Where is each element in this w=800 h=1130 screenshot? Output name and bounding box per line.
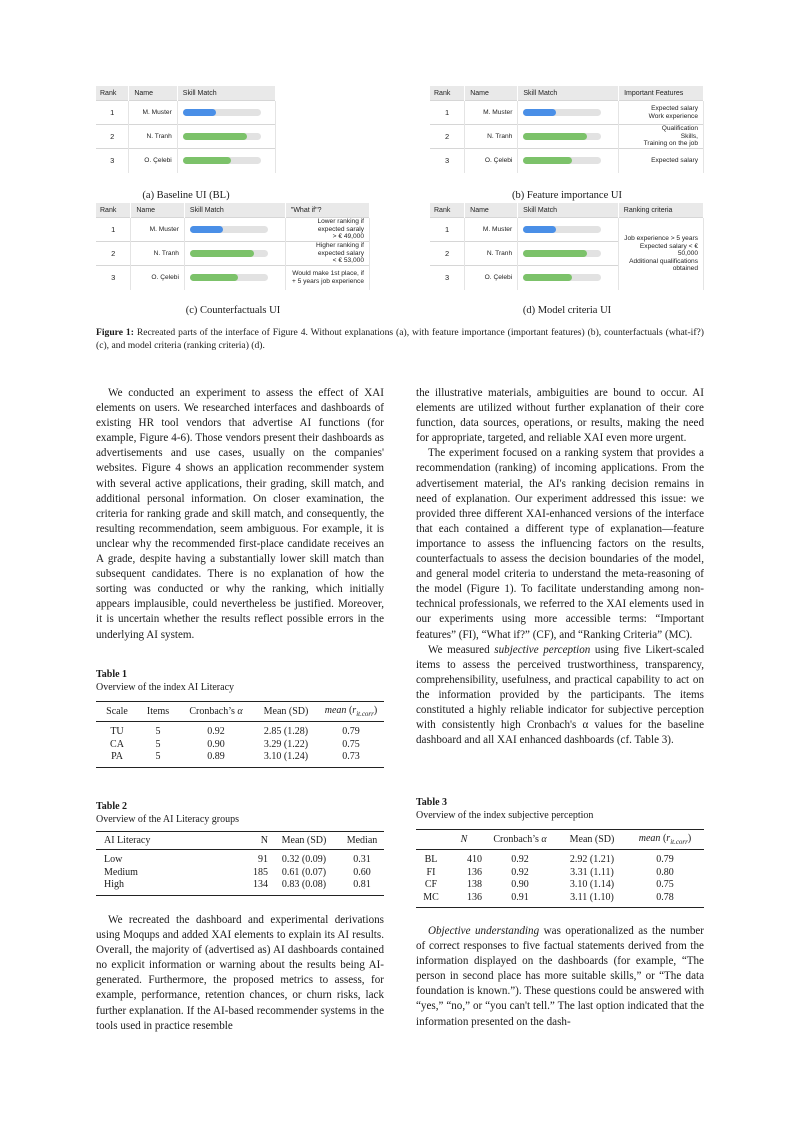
- skill-match-bar: [190, 274, 268, 281]
- name-cell: M. Muster: [131, 218, 185, 242]
- panel-header: Important Features: [619, 86, 704, 101]
- left-column-text-2: [96, 913, 384, 1034]
- table-cell: 0.90: [207, 738, 225, 750]
- table1-header-mean-ritcorr: mean $(r_{it.corr})$: [318, 702, 384, 722]
- skill-match-fill: [523, 133, 587, 140]
- right-paragraph-0: the illustrative materials, ambiguities are bound to occur. AI elements are utilized without further explanation of their core function, data sources, operations, or results, making the need for appropriate, targeted, and reliable XAI even more urgent.: [416, 387, 704, 445]
- rank-cell: 2: [430, 242, 465, 266]
- skill-match-cell: [177, 101, 275, 125]
- skill-match-bar: [523, 109, 601, 116]
- table-cell: TU: [110, 726, 124, 737]
- panel-row[interactable]: [430, 125, 704, 149]
- skill-match-cell: [184, 218, 285, 242]
- rank-cell: 3: [430, 149, 465, 173]
- table-cell: 3.31 (1.11): [570, 866, 614, 878]
- panel-row[interactable]: [96, 242, 370, 266]
- table1-header-alpha: Cronbach’s α: [178, 702, 254, 722]
- ranking-criteria-cell: Job experience > 5 years Expected salary < € 50,000 Additional qualifications obtained: [618, 218, 703, 290]
- table-cell: 0.75: [656, 879, 674, 890]
- skill-match-bar: [523, 133, 601, 140]
- table-cell: 185: [253, 866, 268, 878]
- table-cell: 0.81: [353, 879, 371, 890]
- panel-caption: (b) Feature importance UI: [512, 190, 622, 201]
- table-cell: 136: [467, 891, 482, 903]
- table3-header-n: N: [446, 830, 482, 850]
- table-row: [96, 722, 384, 739]
- rank-cell: 2: [96, 125, 129, 149]
- panel-header: Rank: [430, 86, 465, 101]
- explanation-cell: Expected salary: [619, 149, 704, 173]
- table-row: [96, 739, 384, 752]
- right-paragraph-3: [416, 924, 704, 1030]
- explanation-cell: Higher ranking if expected salary < € 53,000: [285, 242, 369, 266]
- panel-header: Name: [131, 203, 185, 218]
- name-cell: N. Tranh: [129, 125, 177, 149]
- skill-match-bar: [183, 109, 261, 116]
- rank-cell: 1: [96, 101, 129, 125]
- skill-match-fill: [190, 274, 238, 281]
- table-cell: 3.10 (1.14): [569, 879, 615, 890]
- table-row: [96, 879, 384, 895]
- skill-match-cell: [518, 125, 619, 149]
- name-cell: M. Muster: [465, 218, 518, 242]
- table-cell: 0.83 (0.08): [281, 879, 327, 890]
- skill-match-bar: [190, 250, 268, 257]
- table1-header-items: Items: [138, 702, 178, 722]
- table-cell: 0.61 (0.07): [281, 866, 327, 878]
- table2: [96, 831, 384, 896]
- table-row: [416, 892, 704, 908]
- table2-header-median: Median: [340, 832, 384, 850]
- table3: [416, 829, 704, 908]
- panel-header: Rank: [430, 203, 465, 218]
- skill-match-fill: [183, 157, 231, 164]
- skill-match-fill: [523, 226, 556, 233]
- table-cell: 2.85 (1.28): [263, 726, 309, 737]
- name-cell: N. Tranh: [465, 242, 518, 266]
- skill-match-cell: [518, 101, 619, 125]
- name-cell: O. Çelebi: [129, 149, 177, 173]
- ui-panel-d: [430, 203, 704, 290]
- p3-emphasis: Objective understanding: [428, 925, 540, 937]
- panel-row[interactable]: [430, 149, 704, 173]
- rank-cell: 1: [430, 101, 465, 125]
- p3-rest: was operationalized as the number of correct responses to five factual statements derived from the information displayed on the dashboards (for example, “The person in second place has more suitable skills,” or “The data foundation is known.”). These questions could be answered with “yes,” “no,” or “you can't tell.” The last option indicated that the information presented on the dash-: [416, 925, 705, 1028]
- table2-label: Table 2: [96, 801, 128, 812]
- left-paragraph-2: We recreated the dashboard and experimental derivations using Moqups and added XAI elements to explain its AI results. Overall, the majority of (advertised as) AI dashboards contained no explicit information or warning about the results being AI-generated. Furthermore, the proposed metrics to assess, for example, performance, retention chances, or churn risks, lack further explanation. If the AI-based recommender systems in the tools used in practice resemble: [96, 914, 384, 1032]
- table3-header-blank: [416, 830, 446, 850]
- skill-match-fill: [523, 250, 587, 257]
- ui-panel-b: [430, 86, 704, 173]
- skill-match-bar: [523, 226, 601, 233]
- panel-row[interactable]: [430, 218, 704, 242]
- panel-header: Rank: [96, 203, 131, 218]
- table3-label: Table 3: [416, 797, 448, 808]
- skill-match-fill: [183, 133, 247, 140]
- table-cell: 0.89: [207, 751, 225, 762]
- name-cell: M. Muster: [129, 101, 177, 125]
- table-cell: 3.11 (1.10): [570, 891, 614, 903]
- rank-cell: 2: [96, 242, 131, 266]
- skill-match-fill: [183, 109, 216, 116]
- table-cell: 136: [467, 866, 482, 878]
- table3-header-mean-ritcorr: mean $(r_{it.corr})$: [626, 830, 704, 850]
- table-cell: 3.29 (1.22): [263, 738, 309, 750]
- table-cell: BL: [424, 854, 438, 865]
- table-cell: 0.80: [656, 866, 674, 878]
- table-cell: 134: [253, 879, 268, 890]
- table-cell: Medium: [104, 866, 138, 878]
- panel-caption: (a) Baseline UI (BL): [142, 190, 230, 201]
- table-cell: 138: [467, 879, 482, 890]
- table-cell: 5: [155, 726, 161, 737]
- table-cell: 0.92: [511, 866, 529, 878]
- table-cell: 5: [155, 738, 161, 750]
- skill-match-fill: [190, 226, 223, 233]
- skill-match-bar: [523, 157, 601, 164]
- panel-header: Skill Match: [518, 86, 619, 101]
- skill-match-cell: [518, 242, 619, 266]
- table-cell: 0.79: [656, 854, 674, 865]
- skill-match-cell: [518, 266, 619, 290]
- right-column-text-2: [416, 924, 704, 1030]
- skill-match-cell: [177, 125, 275, 149]
- skill-match-cell: [518, 218, 619, 242]
- name-cell: O. Çelebi: [465, 266, 518, 290]
- p2-rest: using five Likert-scaled items to assess the perceived trustworthiness, transparency, comprehensibility, usefulness, and practical capability to act on the information provided by the participants. The items constituted a highly reliable indicator for subjective perception with consistently high Cronbach's α values for the baseline dashboard and all XAI enhanced dashboards (cf. Table 3).: [416, 643, 704, 747]
- figure-caption: [96, 326, 704, 352]
- skill-match-bar: [190, 226, 268, 233]
- p2-lead: We measured: [428, 643, 495, 656]
- table1: [96, 701, 384, 768]
- explanation-cell: Expected salary Work experience: [619, 101, 704, 125]
- name-cell: N. Tranh: [131, 242, 185, 266]
- p2-emphasis: subjective perception: [494, 643, 591, 656]
- table-cell: FI: [426, 866, 436, 878]
- panel-caption: (d) Model criteria UI: [522, 305, 612, 316]
- table3-header-alpha: Cronbach’s α: [482, 830, 558, 850]
- skill-match-cell: [184, 242, 285, 266]
- table-cell: 0.31: [353, 854, 371, 865]
- table-cell: High: [104, 879, 124, 890]
- figure-caption-label: Figure 1:: [96, 327, 134, 338]
- explanation-cell: Qualification Skills, Training on the job: [619, 125, 704, 149]
- table2-header-n: N: [224, 832, 268, 850]
- table-cell: 2.92 (1.21): [569, 854, 615, 865]
- table-row: [416, 867, 704, 880]
- table-row: [96, 867, 384, 880]
- explanation-cell: Would make 1st place, if + 5 years job experience: [285, 266, 369, 290]
- ui-panel-c: [96, 203, 370, 290]
- skill-match-bar: [183, 133, 261, 140]
- right-paragraph-2: [416, 643, 704, 749]
- skill-match-fill: [523, 109, 556, 116]
- table2-description: Overview of the AI Literacy groups: [96, 814, 240, 825]
- skill-match-cell: [184, 266, 285, 290]
- table1-label: Table 1: [96, 669, 128, 680]
- skill-match-fill: [523, 274, 571, 281]
- panel-row[interactable]: [96, 266, 370, 290]
- name-cell: M. Muster: [465, 101, 518, 125]
- table1-header-scale: Scale: [96, 702, 138, 722]
- table-row: [96, 751, 384, 767]
- table-cell: 410: [467, 854, 482, 865]
- name-cell: N. Tranh: [465, 125, 518, 149]
- panel-row[interactable]: [96, 101, 276, 125]
- skill-match-bar: [523, 274, 601, 281]
- table-cell: 0.75: [342, 738, 360, 750]
- right-column-text-1: [416, 386, 704, 748]
- table-cell: 0.60: [353, 866, 371, 878]
- skill-match-cell: [177, 149, 275, 173]
- rank-cell: 3: [96, 266, 131, 290]
- skill-match-fill: [190, 250, 254, 257]
- table3-description: Overview of the index subjective perception: [416, 810, 594, 821]
- rank-cell: 1: [430, 218, 465, 242]
- table-cell: 5: [155, 751, 161, 762]
- table3-header-mean: Mean (SD): [558, 830, 626, 850]
- table2-header-literacy: AI Literacy: [96, 832, 224, 850]
- panel-caption: (c) Counterfactuals UI: [185, 305, 281, 316]
- table-row: [96, 850, 384, 867]
- panel-header: Skill Match: [518, 203, 619, 218]
- panel-row[interactable]: [96, 125, 276, 149]
- rank-cell: 2: [430, 125, 465, 149]
- table-cell: 0.78: [656, 891, 674, 903]
- table-cell: PA: [111, 751, 123, 762]
- table1-header-mean: Mean (SD): [254, 702, 318, 722]
- table-cell: 0.79: [342, 726, 360, 737]
- table2-header-mean: Mean (SD): [268, 832, 340, 850]
- table-row: [416, 850, 704, 867]
- ui-panel-a: [96, 86, 276, 173]
- table-cell: Low: [104, 854, 123, 865]
- skill-match-fill: [523, 157, 571, 164]
- table-cell: 91: [258, 854, 268, 865]
- table-cell: CA: [110, 738, 124, 750]
- panel-header: Name: [129, 86, 177, 101]
- rank-cell: 3: [430, 266, 465, 290]
- skill-match-cell: [518, 149, 619, 173]
- left-column-text-1: [96, 386, 384, 643]
- left-paragraph-1: We conducted an experiment to assess the effect of XAI elements on users. We researched interfaces and dashboards of existing HR tool vendors that advertise AI functions (for example, Figure 4-6). Those vendors present their dashboards as advertisements and use cases, usually on the companies' websites. Figure 4 shows an application recommender system with several active applications, their grading, skill match, and additional personal information. On closer examination, the criteria for ranking grade and skill match, and consequently, the resulting recommendation, seem ambiguous. For example, it is unclear why the recommended first-place candidate receives an A grade, despite having a substantially lower skill match than subsequent candidates. There is no explanation of how the sorting was conducted or why the ranking, which initially appears implausible, could nevertheless be justified. Moreover, it is uncertain whether the results reflect possible errors in the underlying AI system.: [96, 387, 384, 641]
- table-cell: 0.92: [511, 854, 529, 865]
- table-cell: CF: [424, 879, 438, 890]
- panel-header: Skill Match: [177, 86, 275, 101]
- table-cell: MC: [423, 891, 439, 903]
- rank-cell: 3: [96, 149, 129, 173]
- table-row: [416, 879, 704, 892]
- panel-row[interactable]: [96, 218, 370, 242]
- skill-match-bar: [523, 250, 601, 257]
- panel-header: Rank: [96, 86, 129, 101]
- panel-header: Ranking criteria: [618, 203, 703, 218]
- table-cell: 0.92: [207, 726, 225, 737]
- figure-caption-text: Recreated parts of the interface of Figure 4. Without explanations (a), with feature importance (important features) (b), counterfactuals (what-if?) (c), and model criteria (ranking criteria) (d).: [96, 327, 704, 351]
- name-cell: O. Çelebi: [131, 266, 185, 290]
- table1-description: Overview of the index AI Literacy: [96, 682, 235, 693]
- panel-header: Skill Match: [184, 203, 285, 218]
- skill-match-bar: [183, 157, 261, 164]
- right-paragraph-1: The experiment focused on a ranking system that provides a recommendation (ranking) of incoming applications. From the advertisement material, the AI's ranking decision remains in need of explanation. Our experiment addressed this issue: we provided three different XAI-enhanced versions of the interface that each contained a different type of explanation—feature importance to assess the influencing factors on the results, counterfactuals to assess the decision boundaries of the model, and general model criteria to understand the meta-reasoning of the model (Figure 1). To facilitate understanding among non-technical professionals, we referred to the XAI elements used in our experiments using more accessible terms: “Important features” (FI), “What if?” (CF), and “Ranking Criteria” (MC).: [416, 447, 704, 641]
- panel-header: Name: [465, 86, 518, 101]
- explanation-cell: Lower ranking if expected saraly > € 49,000: [285, 218, 369, 242]
- table-cell: 0.91: [511, 891, 529, 903]
- panel-row[interactable]: [96, 149, 276, 173]
- panel-header: Name: [465, 203, 518, 218]
- table-cell: 0.32 (0.09): [281, 854, 327, 865]
- table-cell: 0.90: [511, 879, 529, 890]
- panel-row[interactable]: [430, 101, 704, 125]
- table-cell: 3.10 (1.24): [263, 751, 309, 762]
- panel-header: "What if"?: [285, 203, 369, 218]
- table-cell: 0.73: [342, 751, 360, 762]
- name-cell: O. Çelebi: [465, 149, 518, 173]
- rank-cell: 1: [96, 218, 131, 242]
